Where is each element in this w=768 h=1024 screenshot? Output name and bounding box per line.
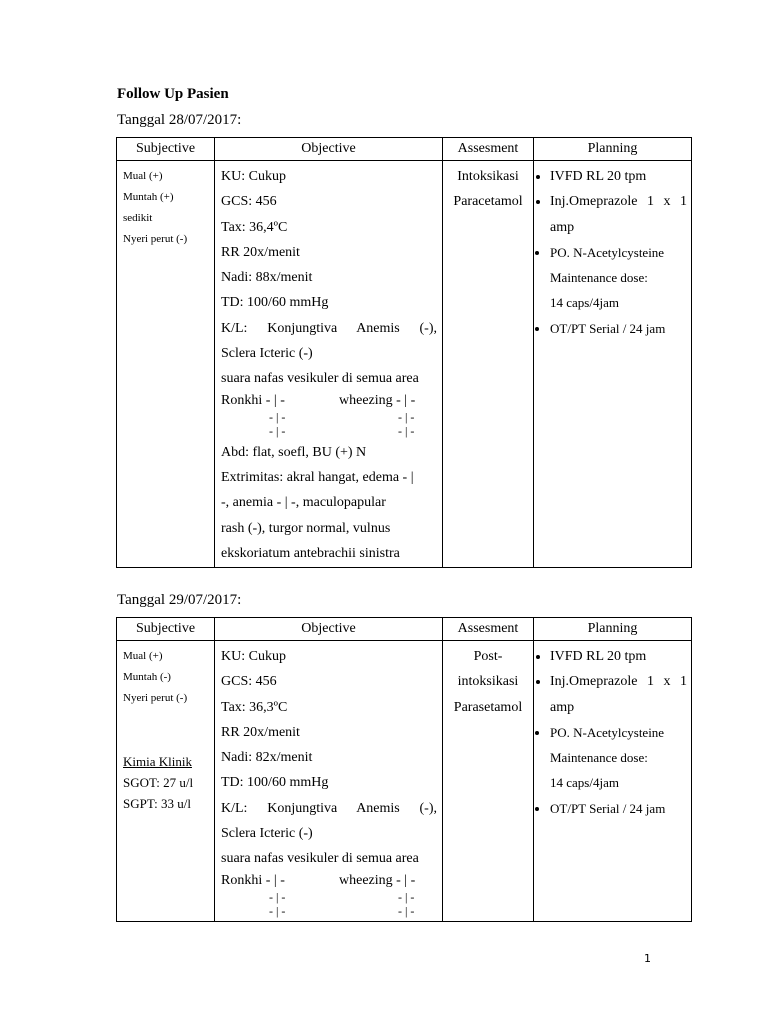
ronkhi-row: - | - — [269, 903, 286, 918]
header-planning: Planning — [534, 138, 692, 161]
table-row — [117, 641, 692, 922]
subjective-line: Muntah (-) — [123, 671, 171, 683]
planning-text: • PO. N-Acetylcysteine — [550, 724, 665, 740]
wheezing-row: - | - — [398, 409, 415, 424]
planning-cell — [534, 161, 692, 568]
planning-item: • IVFD RL 20 tpm — [550, 644, 687, 669]
planning-cell — [534, 641, 692, 922]
lung-auscultation-grid — [221, 872, 437, 920]
planning-item: • IVFD RL 20 tpm — [550, 164, 687, 189]
follow-up-table — [116, 137, 692, 568]
ronkhi-row: - | - — [269, 409, 286, 424]
assesment-line: Intoksikasi — [457, 169, 519, 184]
table-header-row — [117, 618, 692, 641]
objective-line: -, anemia - | -, maculopapular — [221, 495, 386, 511]
lung-auscultation-grid — [221, 392, 437, 440]
subjective-line: Mual (+) — [123, 650, 163, 662]
assesment-cell — [443, 161, 534, 568]
objective-cell — [215, 641, 443, 922]
header-planning: Planning — [534, 618, 692, 641]
lab-heading: Kimia Klinik — [123, 754, 192, 769]
header-subjective: Subjective — [117, 138, 215, 161]
subjective-cell — [117, 161, 215, 568]
objective-line: ekskoriatum antebrachii sinistra — [221, 545, 400, 561]
planning-item — [550, 240, 687, 316]
page-title: Follow Up Pasien — [117, 86, 229, 102]
planning-text: • Inj.Omeprazole 1 x 1 — [550, 194, 687, 210]
planning-text: 14 caps/4jam — [550, 775, 619, 791]
assesment-line: Parasetamol — [453, 699, 523, 715]
table-header-row — [117, 138, 692, 161]
header-objective: Objective — [215, 138, 443, 161]
objective-line: Nadi: 82x/menit — [221, 750, 313, 766]
planning-text: Maintenance dose: — [550, 750, 648, 766]
planning-item: • OT/PT Serial / 24 jam — [550, 316, 687, 341]
wheezing-row: - | - — [398, 889, 415, 904]
objective-line: K/L: Konjungtiva Anemis (-), — [221, 800, 437, 816]
objective-line: RR 20x/menit — [221, 244, 300, 260]
ronkhi-row: - | - — [269, 889, 286, 904]
objective-line: Sclera Icteric (-) — [221, 826, 313, 842]
wheezing-row: - | - — [398, 423, 415, 438]
wheezing-label: wheezing - | - — [339, 392, 416, 408]
objective-line: rash (-), turgor normal, vulnus — [221, 520, 391, 536]
objective-cell — [215, 161, 443, 568]
planning-item — [550, 189, 687, 240]
planning-item — [550, 720, 687, 796]
objective-line: GCS: 456 — [221, 194, 277, 210]
wheezing-label: wheezing - | - — [339, 872, 416, 888]
objective-line: TD: 100/60 mmHg — [221, 775, 329, 791]
assesment-line: intoksikasi — [457, 674, 519, 690]
objective-line: RR 20x/menit — [221, 724, 300, 740]
table-row — [117, 161, 692, 568]
header-subjective: Subjective — [117, 618, 215, 641]
header-assesment: Assesment — [443, 138, 534, 161]
subjective-line: Nyeri perut (-) — [123, 233, 188, 245]
objective-line: Extrimitas: akral hangat, edema - | — [221, 469, 414, 485]
objective-line: TD: 100/60 mmHg — [221, 295, 329, 311]
objective-line: GCS: 456 — [221, 674, 277, 690]
objective-line: Nadi: 88x/menit — [221, 270, 313, 286]
wheezing-row: - | - — [398, 903, 415, 918]
subjective-line: Muntah (+) — [123, 191, 174, 203]
objective-line: KU: Cukup — [221, 169, 286, 184]
date-heading: Tanggal 28/07/2017: — [117, 112, 242, 128]
assesment-cell — [443, 641, 534, 922]
date-heading: Tanggal 29/07/2017: — [117, 592, 242, 608]
planning-text: • PO. N-Acetylcysteine — [550, 244, 665, 260]
header-assesment: Assesment — [443, 618, 534, 641]
objective-line: suara nafas vesikuler di semua area — [221, 371, 419, 387]
ronkhi-label: Ronkhi - | - — [221, 392, 285, 408]
page-number: 1 — [644, 952, 651, 965]
objective-line: Tax: 36,3ºC — [221, 699, 288, 715]
assesment-line: Post- — [473, 649, 503, 664]
ronkhi-row: - | - — [269, 423, 286, 438]
subjective-line: Mual (+) — [123, 170, 163, 182]
planning-text: 14 caps/4jam — [550, 295, 619, 311]
planning-list — [534, 644, 687, 821]
planning-text: • Inj.Omeprazole 1 x 1 — [550, 674, 687, 690]
planning-list — [534, 164, 687, 341]
ronkhi-label: Ronkhi - | - — [221, 872, 285, 888]
planning-text: Maintenance dose: — [550, 270, 648, 286]
objective-line: Sclera Icteric (-) — [221, 346, 313, 362]
lab-sgpt: SGPT: 33 u/l — [123, 796, 191, 811]
header-objective: Objective — [215, 618, 443, 641]
objective-line: KU: Cukup — [221, 649, 286, 664]
subjective-cell — [117, 641, 215, 922]
assesment-line: Paracetamol — [453, 194, 523, 210]
subjective-line: Nyeri perut (-) — [123, 692, 188, 704]
objective-line: K/L: Konjungtiva Anemis (-), — [221, 320, 437, 336]
subjective-line: sedikit — [123, 212, 153, 224]
planning-text: amp — [550, 219, 575, 235]
lab-sgot: SGOT: 27 u/l — [123, 775, 194, 790]
objective-line: suara nafas vesikuler di semua area — [221, 851, 419, 867]
planning-text: amp — [550, 699, 575, 715]
objective-line: Abd: flat, soefl, BU (+) N — [221, 444, 367, 460]
planning-item — [550, 669, 687, 720]
follow-up-table — [116, 617, 692, 922]
objective-line: Tax: 36,4ºC — [221, 219, 288, 235]
planning-item: • OT/PT Serial / 24 jam — [550, 796, 687, 821]
